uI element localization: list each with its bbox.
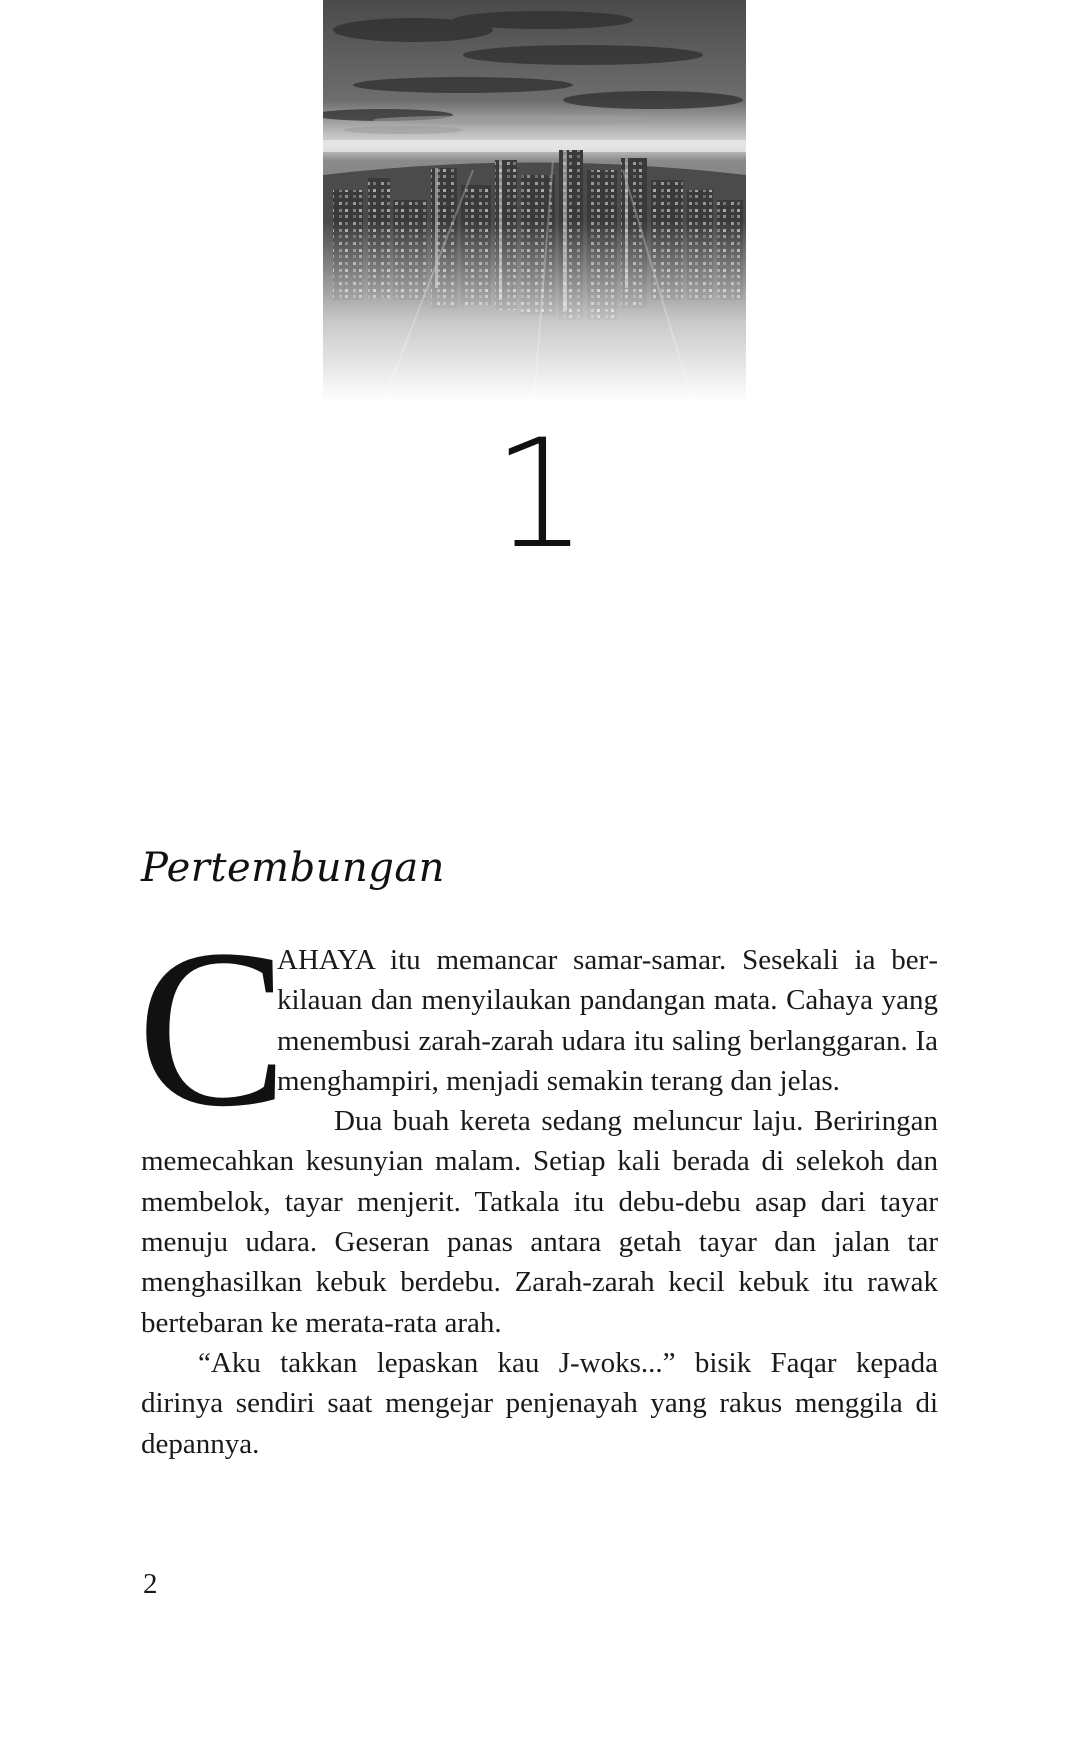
paragraph-3: “Aku takkan lepaskan kau J-woks...” bisik Faqar kepada dirinya sendiri saat mengejar penjenayah yang rakus menggila di depannya. (141, 1346, 938, 1460)
chapter-header-image (323, 0, 746, 402)
chapter-title: Pertembungan (141, 845, 445, 891)
chapter-body (137, 903, 938, 1464)
city-skyline-image (323, 0, 746, 402)
paragraph-1-text: AHAYA itu memancar samar-samar. Sesekali ia berkilauan dan menyilaukan pandangan mata. Cahaya yang menembusi zarah-zarah udara itu saling berlanggaran. Ia menghampiri, menjadi semakin terang dan jelas. (277, 944, 938, 1097)
chapter-number: 1 (492, 408, 588, 582)
paragraph-1 (137, 903, 938, 1153)
drop-cap: C (137, 903, 288, 1153)
page-number: 2 (143, 1568, 158, 1600)
paragraph-2: Dua buah kereta sedang meluncur laju. Beriringan memecahkan kesunyian malam. Setiap kali berada di selekoh dan membelok, tayar menjerit. Tatkala itu debu-debu asap dari tayar menuju udara. Geseran panas antara getah tayar dan jalan tar menghasilkan kebuk berdebu. Zarah-zarah kecil kebuk itu rawak bertebaran ke merata-rata arah. (141, 1105, 938, 1339)
